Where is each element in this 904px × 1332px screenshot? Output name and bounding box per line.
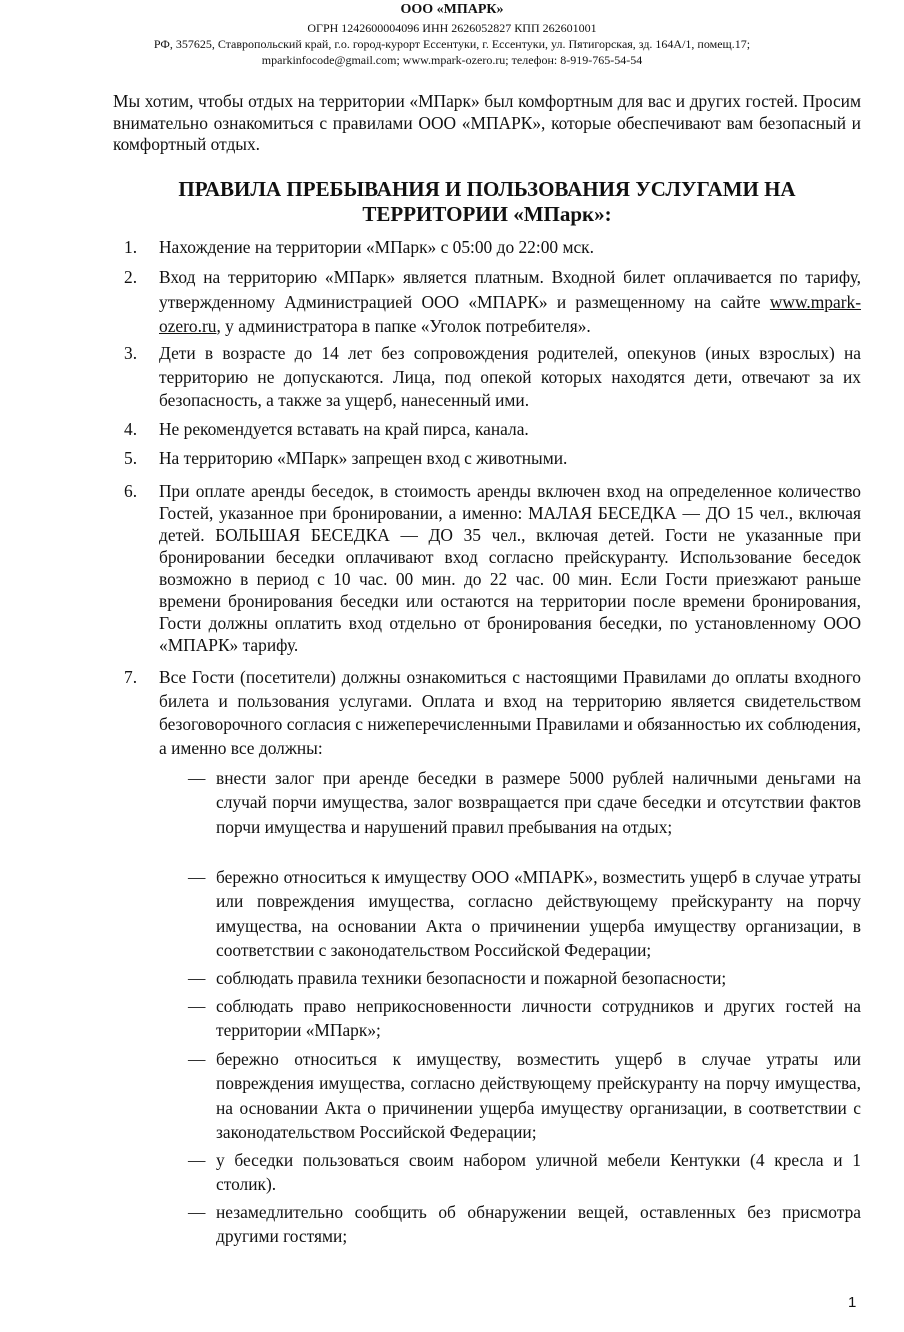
rule-text	[159, 265, 861, 339]
rule-text-part: Вход на территорию «МПарк» является платным. Входной билет оплачивается по тарифу, утвержденному Администрацией ООО «МПАРК» и размещенному на сайте	[159, 267, 861, 312]
obligation-text: внести залог при аренде беседки в размере 5000 рублей наличными деньгами на случай порчи имущества, залог возвращается при сдаче беседки и отсутствии фактов порчи имущества и нарушений правил пребывания на отдых;	[216, 768, 861, 837]
rule-number: 6.	[124, 481, 138, 501]
obligation-text: бережно относиться к имуществу, возместить ущерб в случае утраты или повреждения имущества, согласно действующему прейскуранту на порчу имущества, на основании Акта о причинении ущерба имуществу организации, в соответствии с законодательством Российской Федерации;	[216, 1049, 861, 1142]
rule-number: 7.	[124, 667, 138, 687]
registration-line: ОГРН 1242600004096 ИНН 2626052827 КПП 262601001	[307, 21, 597, 35]
dash-bullet: —	[188, 1049, 206, 1069]
contacts-line: mparkinfocode@gmail.com; www.mpark-ozero.ru; телефон: 8-919-765-54-54	[261, 53, 643, 67]
obligation-item	[188, 865, 861, 962]
dash-bullet: —	[188, 996, 206, 1016]
dash-bullet: —	[188, 867, 206, 887]
obligation-item	[188, 1200, 861, 1249]
rule-item	[113, 236, 861, 259]
dash-bullet: —	[188, 1150, 206, 1170]
rule-text: Не рекомендуется вставать на край пирса, канала.	[159, 419, 529, 439]
obligation-text: соблюдать право неприкосновенности личности сотрудников и других гостей на территории «МПарк»;	[216, 996, 861, 1041]
obligation-text: незамедлительно сообщить об обнаружении вещей, оставленных без присмотра другими гостями;	[216, 1202, 861, 1247]
obligation-text: бережно относиться к имуществу ООО «МПАРК», возместить ущерб в случае утраты или повреждения имущества, согласно действующему прейскуранту на порчу имущества, на основании Акта о причинении ущерба имуществу организации, в соответствии с законодательством Российской Федерации;	[216, 867, 861, 960]
address-line: РФ, 357625, Ставропольский край, г.о. город-курорт Ессентуки, г. Ессентуки, ул. Пятигорская, зд. 164А/1, помещ.17;	[153, 37, 751, 51]
rule-text: На территорию «МПарк» запрещен вход с животными.	[159, 448, 568, 468]
rule-item	[113, 342, 861, 413]
rules-title: ПРАВИЛА ПРЕБЫВАНИЯ И ПОЛЬЗОВАНИЯ УСЛУГАМИ НА ТЕРРИТОРИИ «МПарк»:	[178, 177, 796, 226]
rule-number: 2.	[124, 267, 138, 287]
obligation-item	[188, 1148, 861, 1197]
rule-text: Нахождение на территории «МПарк» с 05:00 до 22:00 мск.	[159, 237, 594, 257]
rule-text: При оплате аренды беседок, в стоимость аренды включен вход на определенное количество Гостей, указанное при бронировании, а именно: МАЛАЯ БЕСЕДКА — ДО 15 чел., включая детей. БОЛЬШАЯ БЕСЕДКА — ДО 35 чел., включая детей. Гости не указанные при бронировании беседки оплачивают вход согласно прейскуранту. Использование беседок возможно в период с 10 час. 00 мин. до 22 час. 00 мин. Если Гости приезжают раньше времени бронирования беседки или остаются на территории после времени бронирования, Гости должны оплатить вход отдельно от бронирования беседки, по установленному ООО «МПАРК» тарифу.	[159, 481, 861, 655]
obligation-text: соблюдать правила техники безопасности и пожарной безопасности;	[216, 968, 727, 988]
intro-paragraph: Мы хотим, чтобы отдых на территории «МПарк» был комфортным для вас и других гостей. Просим внимательно ознакомиться с правилами ООО «МПАРК», которые обеспечивают вам безопасный и комфортный отдых.	[113, 91, 861, 154]
rule-item	[113, 666, 861, 761]
website-link[interactable]: www.mpark-ozero.ru	[159, 291, 861, 336]
rule-item	[113, 265, 861, 339]
dash-bullet: —	[188, 1202, 206, 1222]
company-name: ООО «МПАРК»	[400, 2, 504, 17]
obligation-text: у беседки пользоваться своим набором уличной мебели Кентукки (4 кресла и 1 столик).	[216, 1150, 861, 1195]
page-number: 1	[848, 1294, 857, 1311]
rule-number: 4.	[124, 419, 138, 439]
rule-number: 1.	[124, 237, 138, 257]
rule-item	[113, 480, 861, 656]
obligation-item	[188, 1047, 861, 1144]
rule-text-part: , у администратора в папке «Уголок потребителя».	[216, 316, 591, 336]
obligation-item	[188, 994, 861, 1043]
rule-number: 5.	[124, 448, 138, 468]
dash-bullet: —	[188, 768, 206, 788]
obligation-item	[188, 766, 861, 839]
rule-item	[113, 418, 861, 441]
rule-text: Дети в возрасте до 14 лет без сопровождения родителей, опекунов (иных взрослых) на территорию не допускаются. Лица, под опекой которых находятся дети, отвечают за их безопасность, а также за ущерб, нанесенный ими.	[159, 343, 861, 410]
rule-item	[113, 447, 861, 470]
dash-bullet: —	[188, 968, 206, 988]
rule-text: Все Гости (посетители) должны ознакомиться с настоящими Правилами до оплаты входного билета и пользования услугами. Оплата и вход на территорию является свидетельством безоговорочного согласия с нижеперечисленными Правилами и обязанностью их соблюдения, а именно все должны:	[159, 667, 861, 759]
obligation-item	[188, 966, 861, 990]
rule-number: 3.	[124, 343, 138, 363]
